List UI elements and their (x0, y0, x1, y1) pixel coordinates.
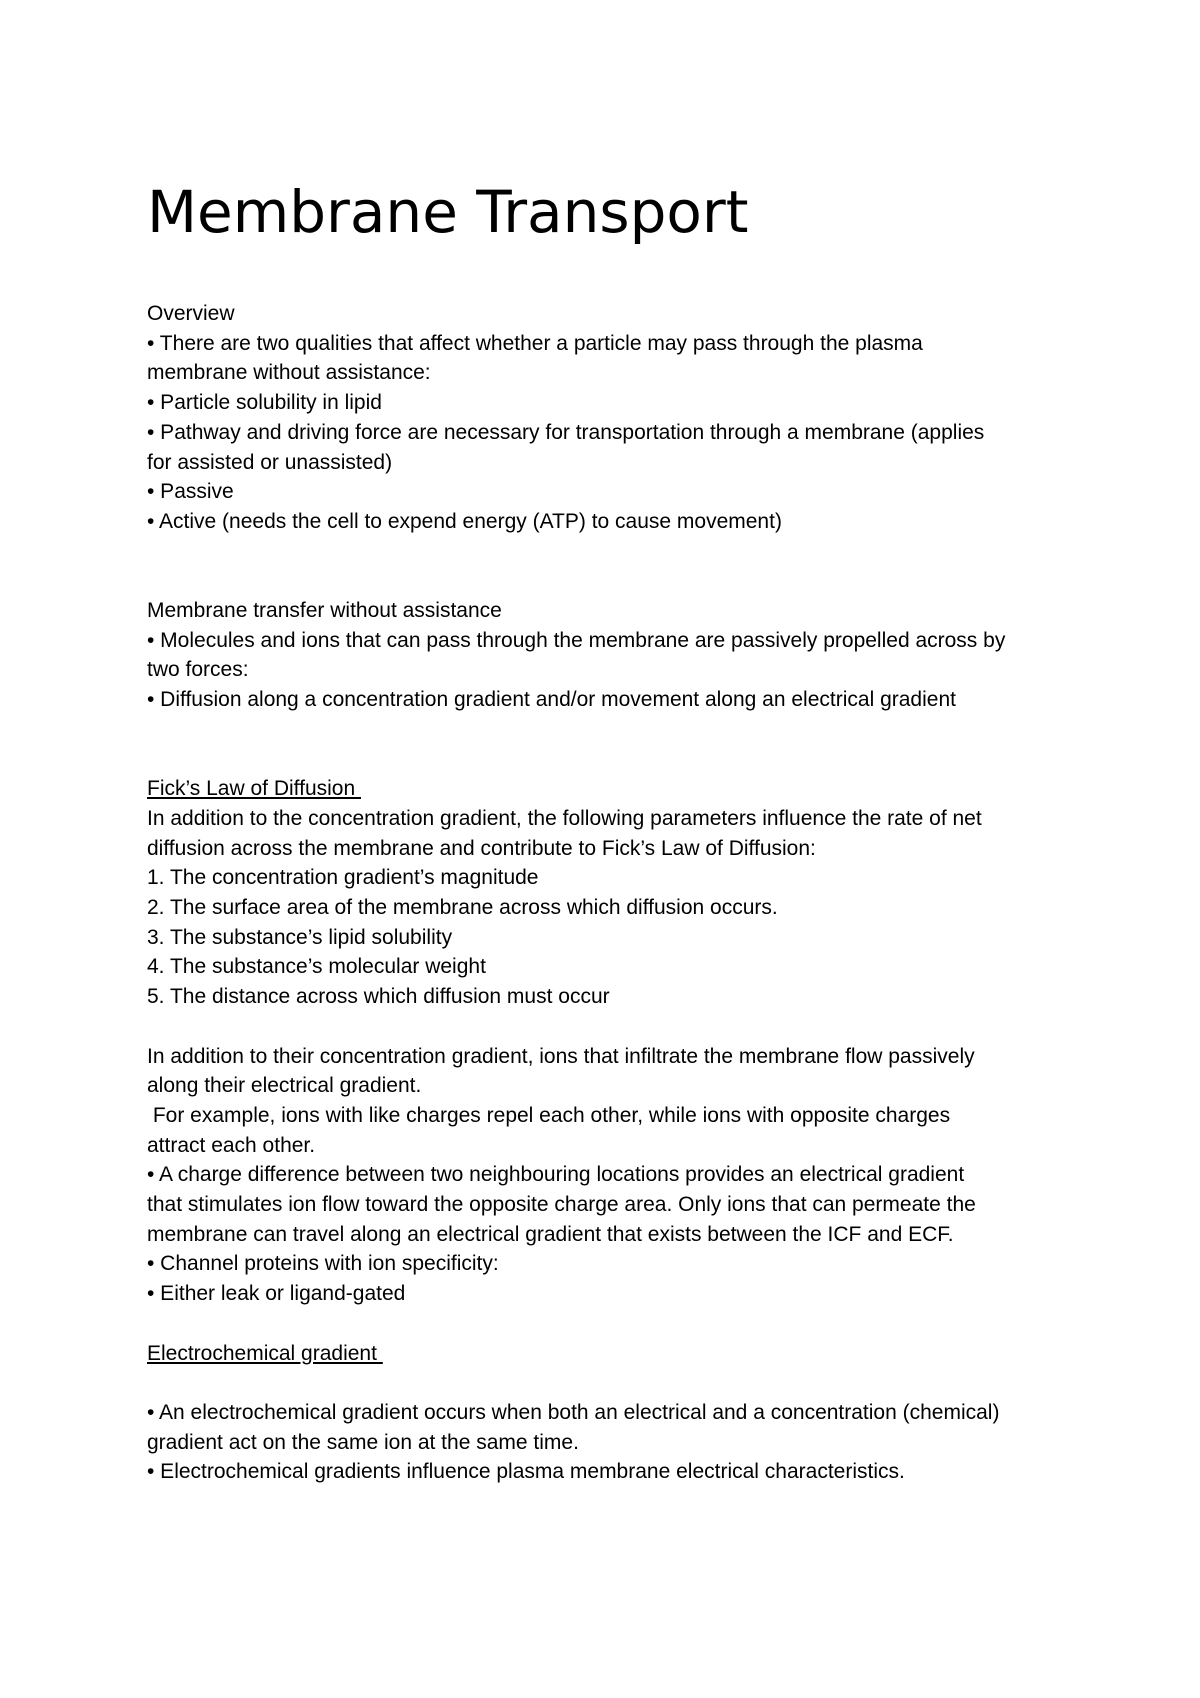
document-page (147, 0, 1107, 1698)
page-title: Membrane Transport (147, 178, 749, 246)
list-item: 5. The distance across which diffusion must occur (147, 985, 610, 1009)
section-heading-overview: Overview (147, 302, 235, 325)
spacer (147, 1012, 1087, 1042)
spacer (147, 715, 1087, 774)
text-line: attract each other. (147, 1133, 316, 1157)
text-line: two forces: (147, 658, 249, 682)
text-line: membrane without assistance: (147, 361, 431, 385)
list-item: 3. The substance’s lipid solubility (147, 925, 453, 949)
list-item: 1. The concentration gradient’s magnitude (147, 866, 539, 890)
text-line: • An electrochemical gradient occurs when both an electrical and a concentration (chemical) (147, 1400, 1000, 1424)
section-heading-electrochemical: Electrochemical gradient (147, 1341, 383, 1365)
list-item: 2. The surface area of the membrane across which diffusion occurs. (147, 896, 778, 920)
text-line: diffusion across the membrane and contribute to Fick’s Law of Diffusion: (147, 836, 816, 860)
text-line: • Pathway and driving force are necessary for transportation through a membrane (applies (147, 420, 985, 444)
text-line: • Active (needs the cell to expend energy (ATP) to cause movement) (147, 509, 782, 533)
spacer (147, 1368, 1087, 1398)
text-line: • Channel proteins with ion specificity: (147, 1252, 499, 1276)
section-heading-unassisted: Membrane transfer without assistance (147, 599, 502, 623)
spacer (147, 537, 1087, 596)
text-line: gradient act on the same ion at the same time. (147, 1430, 579, 1454)
text-line: • Passive (147, 480, 234, 504)
text-line: for assisted or unassisted) (147, 450, 393, 474)
text-line: membrane can travel along an electrical gradient that exists between the ICF and ECF. (147, 1222, 954, 1246)
text-line: • Either leak or ligand-gated (147, 1282, 406, 1306)
text-line: • Molecules and ions that can pass through the membrane are passively propelled across by (147, 628, 1006, 652)
text-line: In addition to the concentration gradient, the following parameters influence the rate of net (147, 806, 982, 830)
text-line: that stimulates ion flow toward the opposite charge area. Only ions that can permeate the (147, 1193, 976, 1217)
text-line: • There are two qualities that affect whether a particle may pass through the plasma (147, 331, 923, 355)
text-line: In addition to their concentration gradient, ions that infiltrate the membrane flow passively (147, 1044, 975, 1068)
list-item: 4. The substance’s molecular weight (147, 955, 486, 979)
document-body (147, 299, 1087, 1487)
text-line: • Diffusion along a concentration gradient and/or movement along an electrical gradient (147, 688, 956, 712)
text-line: • Electrochemical gradients influence plasma membrane electrical characteristics. (147, 1460, 905, 1484)
text-line: For example, ions with like charges repel each other, while ions with opposite charges (147, 1103, 951, 1127)
text-line: • Particle solubility in lipid (147, 391, 382, 415)
spacer (147, 1309, 1087, 1339)
text-line: • A charge difference between two neighbouring locations provides an electrical gradient (147, 1163, 965, 1187)
section-heading-ficks-law: Fick’s Law of Diffusion (147, 777, 361, 801)
text-line: along their electrical gradient. (147, 1074, 422, 1098)
